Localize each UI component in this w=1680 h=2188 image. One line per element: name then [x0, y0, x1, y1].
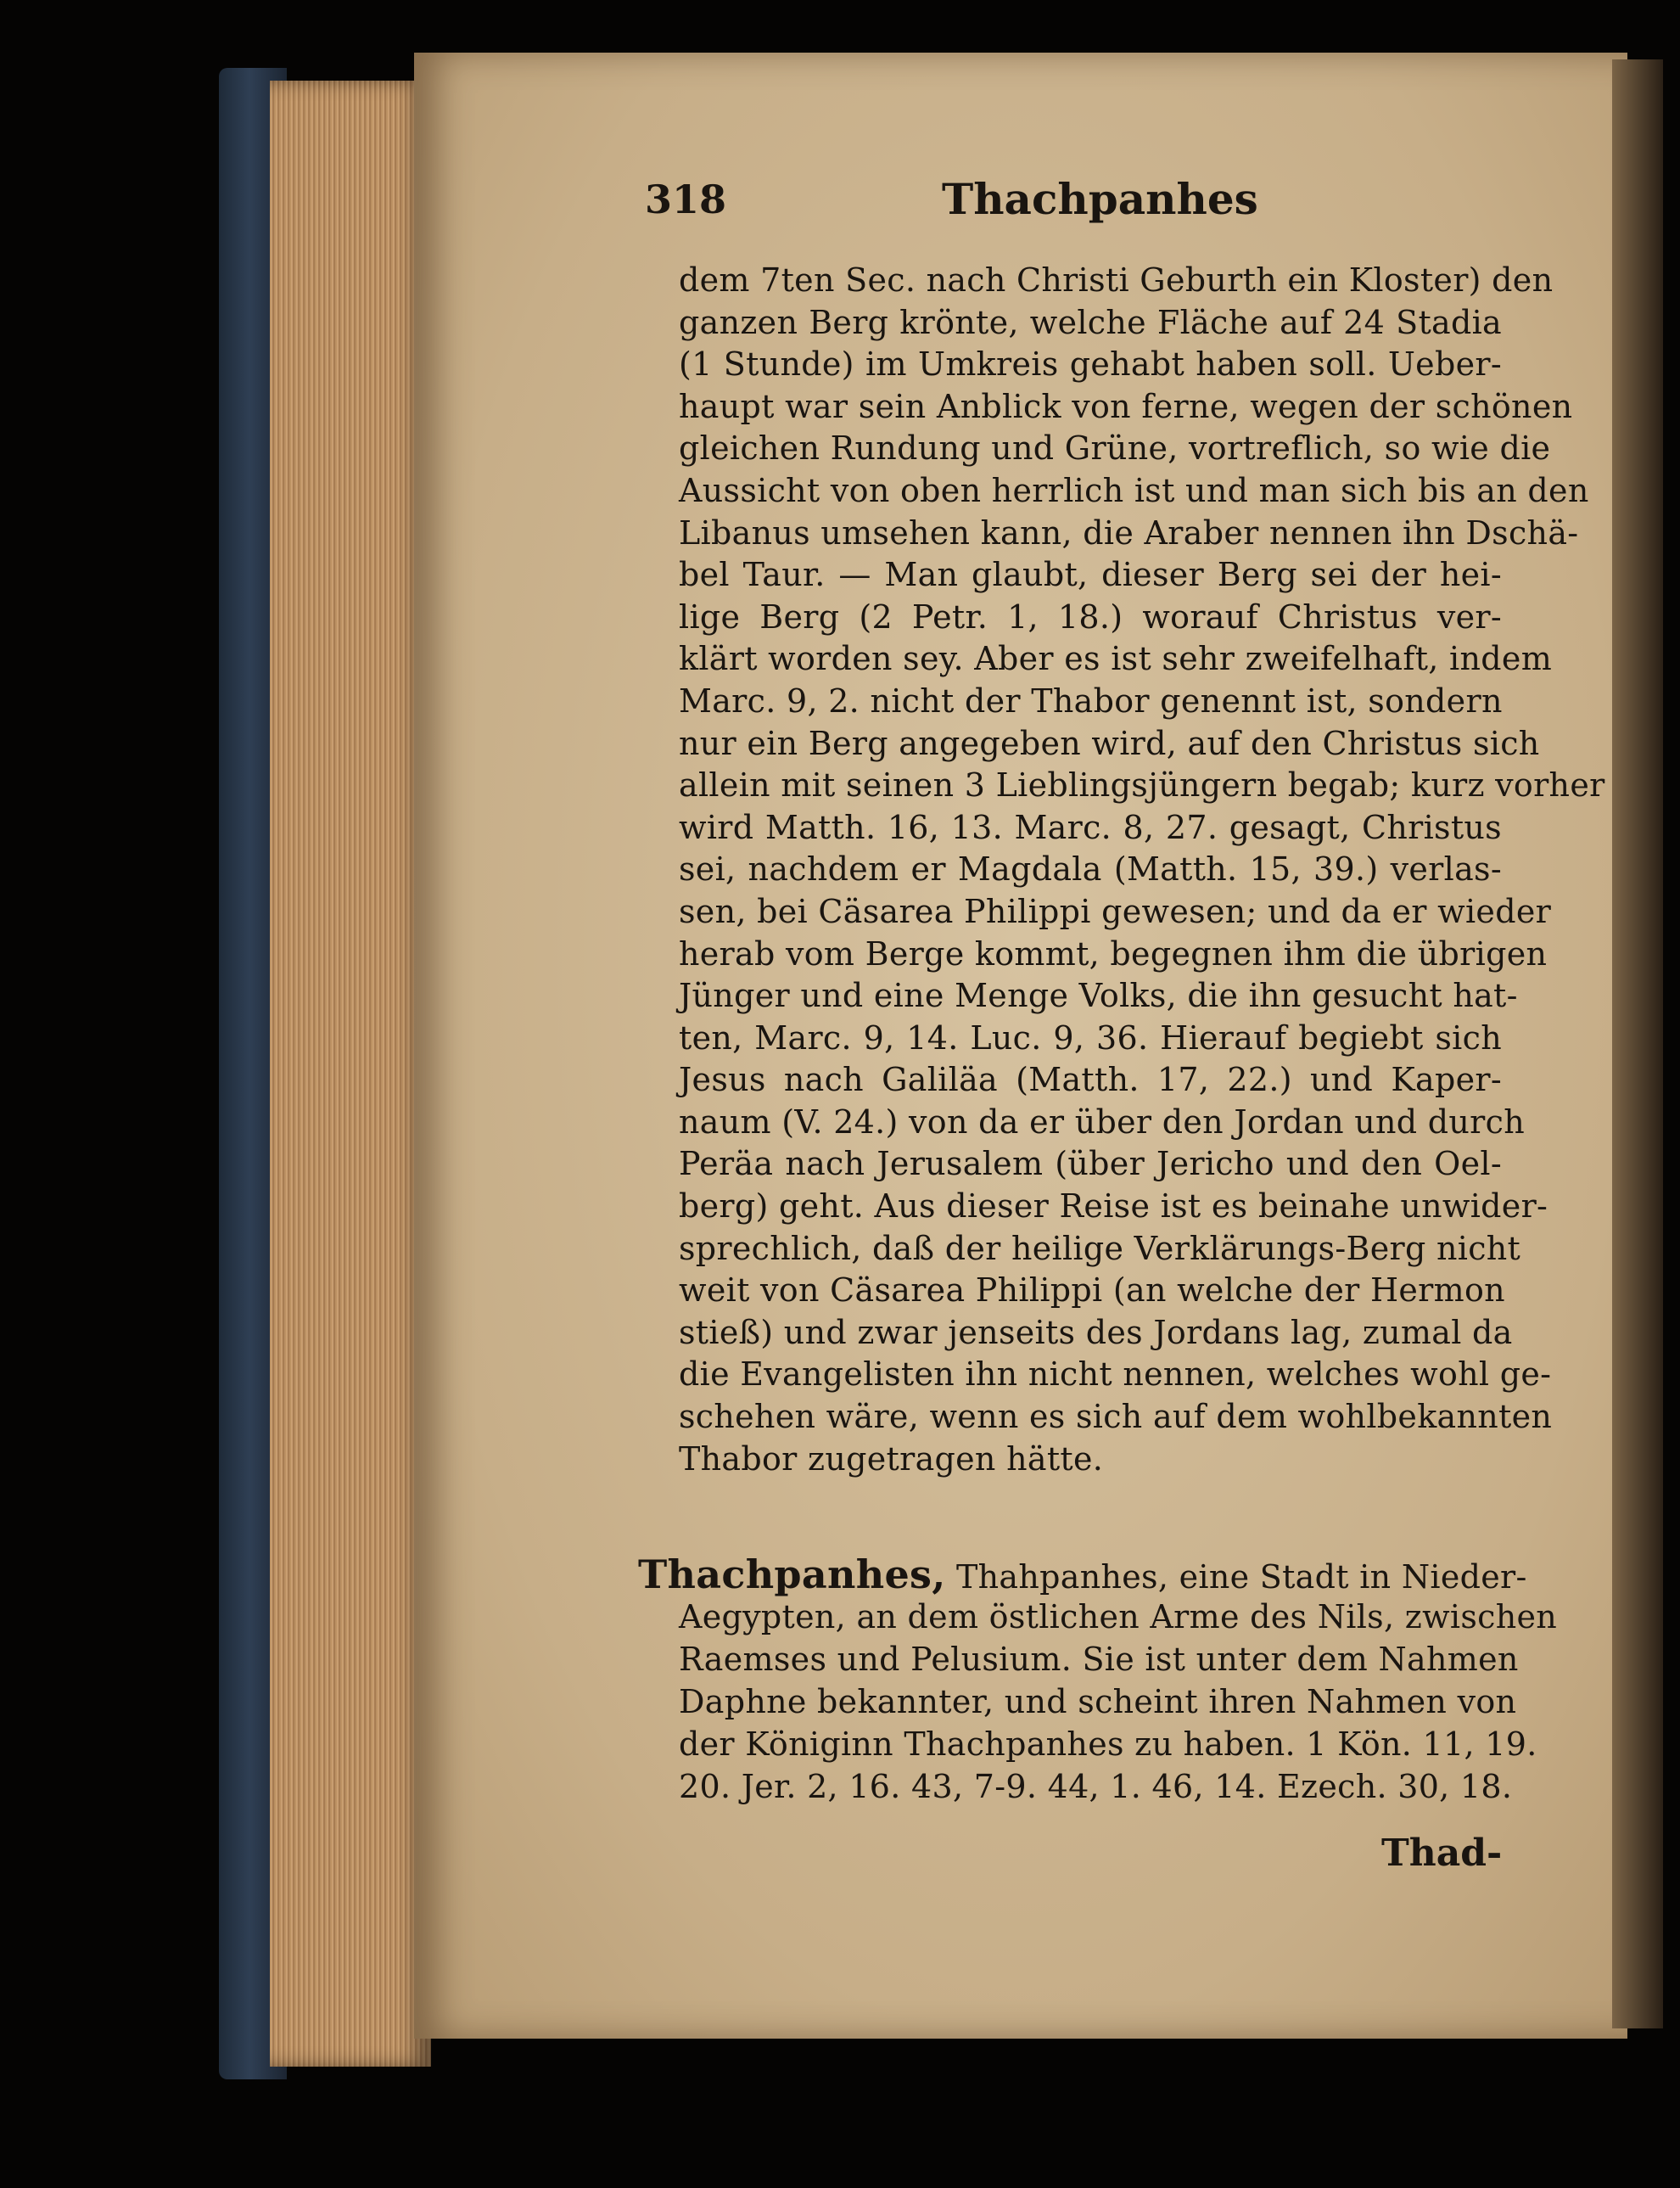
text-line: sei, nachdem er Magdala (Matth. 15, 39.) verlas- [679, 850, 1502, 889]
text-line: weit von Cäsarea Philippi (an welche der Hermon [679, 1271, 1505, 1310]
text-line: (1 Stunde) im Umkreis gehabt haben soll. Ueber- [679, 345, 1502, 384]
text-line: Jünger und eine Menge Volks, die ihn gesucht hat- [679, 977, 1518, 1015]
page-number: 318 [645, 177, 727, 222]
text-line: naum (V. 24.) von da er über den Jordan und durch [679, 1102, 1526, 1141]
text-line: Aussicht von oben herrlich ist und man sich bis an den [679, 471, 1589, 509]
text-line: Libanus umsehen kann, die Araber nennen ihn Dschä- [679, 513, 1579, 552]
text-line: allein mit seinen 3 Lieblingsjüngern begab; kurz vorher [679, 766, 1605, 805]
text-line: Thabor zugetragen hätte. [679, 1439, 1104, 1478]
text-line: sen, bei Cäsarea Philippi gewesen; und da er wieder [679, 892, 1552, 930]
entry-first-line-text: Thahpanhes, eine Stadt in Nieder- [955, 1558, 1527, 1596]
text-line: 20. Jer. 2, 16. 43, 7-9. 44, 1. 46, 14. Ezech. 30, 18. [679, 1768, 1513, 1805]
text-line: der Königinn Thachpanhes zu haben. 1 Kön. 11, 19. [679, 1725, 1537, 1763]
text-line: ganzen Berg krönte, welche Fläche auf 24 Stadia [679, 303, 1502, 341]
book-gutter [1612, 59, 1663, 2028]
text-line: sprechlich, daß der heilige Verklärungs-Berg nicht [679, 1229, 1521, 1267]
text-line: berg) geht. Aus dieser Reise ist es beinahe unwider- [679, 1187, 1548, 1226]
catchword: Thad- [1381, 1832, 1503, 1875]
text-line: Aegypten, an dem östlichen Arme des Nils, zwischen [679, 1598, 1558, 1635]
text-line: wird Matth. 16, 13. Marc. 8, 27. gesagt, Christus [679, 808, 1502, 846]
text-line: klärt worden sey. Aber es ist sehr zweifelhaft, indem [679, 640, 1553, 678]
text-line: haupt war sein Anblick von ferne, wegen der schönen [679, 387, 1573, 425]
text-line: gleichen Rundung und Grüne, vortreflich, so wie die [679, 429, 1551, 468]
entry-headword: Thachpanhes, [638, 1551, 946, 1597]
running-head-title: Thachpanhes [942, 174, 1258, 224]
text-line: stieß) und zwar jenseits des Jordans lag, zumal da [679, 1313, 1513, 1351]
text-line: schehen wäre, wenn es sich auf dem wohlbekannten [679, 1398, 1553, 1436]
text-line: Daphne bekannter, und scheint ihren Nahmen von [679, 1683, 1517, 1720]
text-line: herab vom Berge kommt, begegnen ihm die übrigen [679, 934, 1548, 973]
body-text [679, 260, 1605, 1480]
text-line: dem 7ten Sec. nach Christi Geburth ein Kloster) den [679, 261, 1554, 299]
text-line: Peräa nach Jerusalem (über Jericho und den Oel- [679, 1145, 1502, 1183]
text-line: nur ein Berg angegeben wird, auf den Christus sich [679, 724, 1540, 762]
text-line: ten, Marc. 9, 14. Luc. 9, 36. Hierauf begiebt sich [679, 1018, 1502, 1057]
text-line: Jesus nach Galiläa (Matth. 17, 22.) und Kaper- [679, 1061, 1502, 1099]
text-line: lige Berg (2 Petr. 1, 18.) worauf Christus ver- [679, 597, 1502, 636]
text-line: Raemses und Pelusium. Sie ist unter dem Nahmen [679, 1641, 1519, 1678]
text-line: die Evangelisten ihn nicht nennen, welches wohl ge- [679, 1355, 1552, 1394]
text-line: Marc. 9, 2. nicht der Thabor genennt ist, sondern [679, 682, 1503, 720]
entry-first-line [638, 1551, 1527, 1597]
text-line: bel Taur. — Man glaubt, dieser Berg sei der hei- [679, 556, 1502, 594]
page-edges [270, 81, 431, 2067]
dictionary-entry [638, 1551, 1558, 1808]
